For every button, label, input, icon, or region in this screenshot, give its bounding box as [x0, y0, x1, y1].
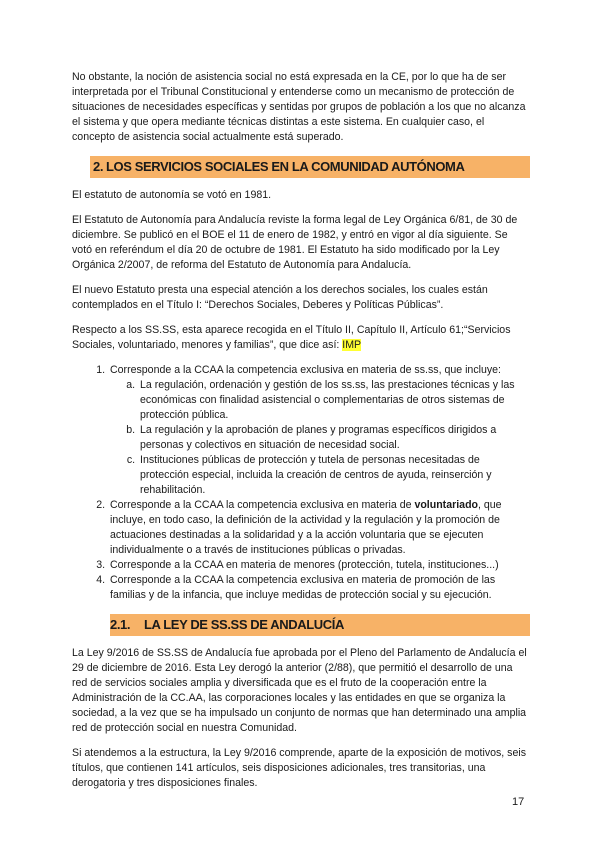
document-page	[72, 70, 530, 801]
list-item	[108, 498, 530, 558]
bold-term: voluntariado	[414, 499, 479, 511]
list-item	[108, 363, 530, 498]
list-item-text: Corresponde a la CCAA la competencia exclusiva en materia de ss.ss, que incluye:	[110, 364, 501, 376]
sub-list-item: c. Instituciones públicas de protección y tutela de personas necesitadas de protección especial, incluida la creación de centros de ayuda, reinserción y rehabilitación.	[138, 453, 530, 498]
section-2-1-heading	[72, 614, 530, 636]
list-item: 3. Corresponde a la CCAA en materia de menores (protección, tutela, instituciones...)	[108, 558, 530, 573]
imp-highlight: IMP	[342, 339, 362, 351]
sub-list-item: a. La regulación, ordenación y gestión de los ss.ss, las prestaciones técnicas y las económicas con finalidad asistencial o complementarias de otros sistemas de protección pública.	[138, 378, 530, 423]
paragraph-ssss	[72, 323, 530, 353]
paragraph: El estatuto de autonomía se votó en 1981.	[72, 189, 272, 201]
paragraph: Si atendemos a la estructura, la Ley 9/2016 comprende, aparte de la exposición de motivos, seis títulos, que contienen 141 artículos, seis disposiciones adicionales, tres transitorias, una derogatoria y tres disposiciones finales.	[72, 747, 527, 789]
section-title: LA LEY DE SS.SS DE ANDALUCÍA	[144, 617, 344, 632]
paragraph: El Estatuto de Autonomía para Andalucía reviste la forma legal de Ley Orgánica 6/81, de 30 de diciembre. Se publicó en el BOE el 11 de enero de 1982, y entró en vigor al día siguiente. Se votó en referéndum el día 20 de octubre de 1981. El Estatuto ha sido modificado por la Ley Orgánica 2/2007, de reforma del Estatuto de Autonomía para Andalucía.	[72, 214, 518, 271]
section-number: 2.	[93, 159, 104, 174]
section-number: 2.1.	[110, 617, 131, 632]
sub-list	[110, 378, 530, 498]
page-number: 17	[512, 796, 525, 808]
list-item-text: Corresponde a la CCAA la competencia exclusiva en materia de	[110, 499, 415, 511]
competences-list	[72, 363, 530, 603]
section-title: LOS SERVICIOS SOCIALES EN LA COMUNIDAD AUTÓNOMA	[106, 159, 465, 174]
list-item-text: , que incluye, en todo caso, la definición de la actividad y la regulación y la promoción de actuaciones destinadas a la solidaridad y a la acción voluntaria que se ejecuten individualmente o a través de instituciones públicas o privadas.	[110, 499, 502, 556]
section-2-heading	[72, 156, 530, 178]
paragraph: El nuevo Estatuto presta una especial atención a los derechos sociales, los cuales están contemplados en el Título I: “Derechos Sociales, Deberes y Políticas Públicas”.	[72, 284, 488, 311]
sub-list-item: b. La regulación y la aprobación de planes y programas específicos dirigidos a personas y colectivos en situación de necesidad social.	[138, 423, 530, 453]
paragraph: La Ley 9/2016 de SS.SS de Andalucía fue aprobada por el Pleno del Parlamento de Andalucía el 29 de diciembre de 2016. Esta Ley derogó la anterior (2/88), que permitió el desarrollo de una red de servicios sociales amplia y diversificada que es el fruto de la cooperación entre la Administración de la CC.AA, las corporaciones locales y las entidades en que se organiza la sociedad, a la vez que se ha impulsado un conjunto de normas que han determinado una amplia red de protección social en nuestra Comunidad.	[72, 647, 527, 734]
list-item: 4. Corresponde a la CCAA la competencia exclusiva en materia de promoción de las familias y de la infancia, que incluye medidas de protección social y su ejecución.	[108, 573, 530, 603]
ssss-text: Respecto a los SS.SS, esta aparece recogida en el Título II, Capítulo II, Artículo 61;“Servicios Sociales, voluntariado, menores y familias”, que dice así:	[72, 324, 511, 351]
intro-paragraph: No obstante, la noción de asistencia social no está expresada en la CE, por lo que ha de ser interpretada por el Tribunal Constitucional y entenderse como un mecanismo de protección de situaciones de necesidades específicas y sentidas por grupos de población a los que no alcanza el sistema y que opera mediante técnicas distintas a este sistema. En cualquier caso, el concepto de asistencia social actualmente está superado.	[72, 71, 526, 143]
